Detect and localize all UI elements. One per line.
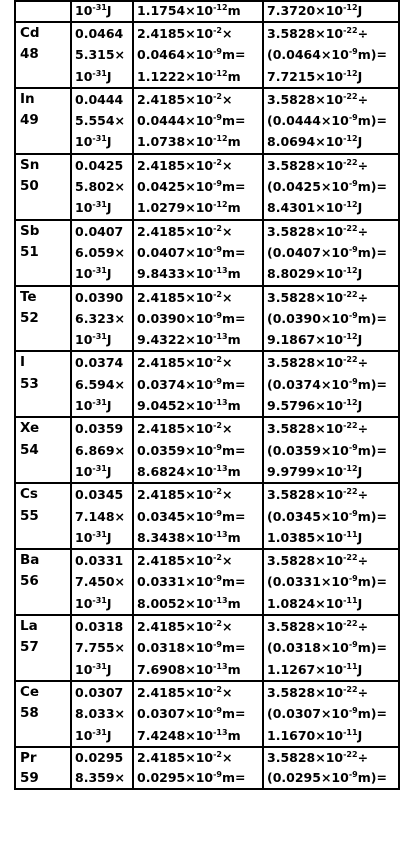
cell-line: $3.5828\times 10^{-22}\div$ — [267, 289, 369, 305]
cell-line: $(0.0359\times 10^{-9}m)=$ — [267, 442, 387, 458]
cell-line: $(0.0374\times 10^{-9}m)=$ — [267, 376, 387, 392]
radius-cell — [71, 483, 133, 549]
energy-calc-cell — [263, 483, 399, 549]
cell-line: 53 — [20, 375, 39, 392]
cell-line: $0.0390\times 10^{-9}m=$ — [137, 310, 246, 326]
table-row — [15, 681, 399, 747]
cell-line: $2.4185\times 10^{-2}\times$ — [137, 487, 233, 503]
cell-line: $10^{-31}J$ — [75, 529, 112, 545]
cell-line: 49 — [20, 112, 39, 129]
radius-cell — [71, 681, 133, 747]
cell-line: $3.5828\times 10^{-22}\div$ — [267, 26, 369, 41]
cell-line: $(0.0318\times 10^{-9}m)=$ — [267, 640, 387, 656]
cell-line: $3.5828\times 10^{-22}\div$ — [267, 355, 369, 371]
cell-line: 57 — [20, 639, 39, 656]
energy-calc-cell — [263, 22, 399, 88]
length-calc-cell — [133, 88, 263, 154]
energy-calc-cell — [263, 154, 399, 220]
length-calc-cell — [133, 286, 263, 352]
cell-line: 7.755× — [75, 640, 126, 656]
radius-cell — [71, 220, 133, 286]
cell-line: $10^{-31}J$ — [75, 463, 112, 479]
energy-calc-cell — [263, 88, 399, 154]
table-row — [15, 483, 399, 549]
cell-line: 0.0464 — [75, 26, 124, 41]
cell-line — [16, 593, 70, 614]
cell-line: $8.3438\times 10^{-13}m$ — [137, 529, 241, 545]
radius-cell — [71, 286, 133, 352]
cell-line: 6.323× — [75, 310, 126, 326]
cell-line: Sb — [20, 222, 40, 239]
cell-line: 0.0390 — [75, 289, 124, 305]
cell-line: $10^{-31}J$ — [75, 134, 112, 150]
cell-line: 58 — [20, 705, 39, 722]
cell-line: $0.0318\times 10^{-9}m=$ — [137, 640, 246, 656]
radius-cell — [71, 1, 133, 22]
cell-line: 51 — [20, 243, 39, 260]
cell-line: $3.5828\times 10^{-22}\div$ — [267, 157, 369, 173]
cell-line: $1.1754\times 10^{-12}m$ — [137, 3, 241, 18]
cell-line: $(0.0464\times 10^{-9}m)=$ — [267, 47, 387, 63]
cell-line: 8.033× — [75, 706, 126, 722]
cell-line: $2.4185\times 10^{-2}\times$ — [137, 26, 233, 41]
element-cell — [15, 22, 71, 88]
cell-line: $1.0824\times 10^{-11}J$ — [267, 595, 363, 611]
radius-cell — [71, 88, 133, 154]
cell-line: 0.0425 — [75, 157, 124, 173]
element-cell — [15, 1, 71, 22]
cell-line: 6.869× — [75, 442, 126, 458]
cell-line: $10^{-31}J$ — [75, 595, 112, 611]
energy-calc-cell — [263, 1, 399, 22]
cell-line: $9.5796\times 10^{-12}J$ — [267, 398, 363, 414]
cell-line: Ba — [20, 552, 40, 569]
cell-line: $(0.0425\times 10^{-9}m)=$ — [267, 179, 387, 195]
cell-line: $0.0331\times 10^{-9}m=$ — [137, 574, 246, 590]
element-cell — [15, 417, 71, 483]
cell-line: $0.0374\times 10^{-9}m=$ — [137, 376, 246, 392]
table-row — [15, 286, 399, 352]
cell-line: $9.1867\times 10^{-12}J$ — [267, 332, 363, 348]
energy-calc-cell — [263, 681, 399, 747]
cell-line — [16, 197, 70, 218]
cell-line: 0.0331 — [75, 553, 124, 569]
cell-line: $8.0694\times 10^{-12}J$ — [267, 134, 363, 150]
cell-line: $2.4185\times 10^{-2}\times$ — [137, 619, 233, 635]
cell-line: $1.0738\times 10^{-12}m$ — [137, 134, 241, 150]
element-cell — [15, 351, 71, 417]
cell-line: 59 — [20, 769, 39, 786]
radius-cell — [71, 549, 133, 615]
cell-line: 0.0295 — [75, 749, 124, 765]
table-row — [15, 22, 399, 88]
length-calc-cell — [133, 549, 263, 615]
cell-line: $0.0295\times 10^{-9}m=$ — [137, 769, 246, 785]
cell-line: 54 — [20, 441, 39, 458]
cell-line: Cd — [20, 25, 40, 41]
cell-line: $(0.0295\times 10^{-9}m)=$ — [267, 769, 387, 785]
cell-line: 56 — [20, 573, 39, 590]
element-cell — [15, 549, 71, 615]
cell-line: $(0.0444\times 10^{-9}m)=$ — [267, 113, 387, 129]
cell-line — [16, 131, 70, 152]
cell-line: $8.4301\times 10^{-12}J$ — [267, 200, 363, 216]
energy-calc-cell — [263, 286, 399, 352]
cell-line: $1.0385\times 10^{-11}J$ — [267, 529, 363, 545]
cell-line: $2.4185\times 10^{-2}\times$ — [137, 289, 233, 305]
cell-line: $10^{-31}J$ — [75, 200, 112, 216]
cell-line: $10^{-31}J$ — [75, 3, 112, 18]
cell-line: $3.5828\times 10^{-22}\div$ — [267, 749, 369, 765]
cell-line: $8.0052\times 10^{-13}m$ — [137, 595, 241, 611]
cell-line: $3.5828\times 10^{-22}\div$ — [267, 553, 369, 569]
cell-line: $10^{-31}J$ — [75, 661, 112, 677]
length-calc-cell — [133, 351, 263, 417]
cell-line: $0.0444\times 10^{-9}m=$ — [137, 113, 246, 129]
cell-line: $2.4185\times 10^{-2}\times$ — [137, 421, 233, 437]
cell-line: $7.3720\times 10^{-12}J$ — [267, 3, 363, 18]
cell-line — [16, 2, 70, 21]
cell-line: In — [20, 90, 35, 107]
cell-line — [16, 329, 70, 350]
cell-line: Ce — [20, 683, 40, 700]
table-row — [15, 220, 399, 286]
cell-line — [16, 395, 70, 416]
cell-line: 5.315× — [75, 47, 126, 63]
cell-line — [16, 263, 70, 284]
cell-line: $(0.0331\times 10^{-9}m)=$ — [267, 574, 387, 590]
cell-line: 7.450× — [75, 574, 126, 590]
cell-line: 0.0407 — [75, 223, 124, 239]
cell-line: 0.0307 — [75, 684, 124, 700]
cell-line: 55 — [20, 507, 39, 524]
cell-line: $2.4185\times 10^{-2}\times$ — [137, 157, 233, 173]
cell-line: $(0.0390\times 10^{-9}m)=$ — [267, 310, 387, 326]
element-cell — [15, 681, 71, 747]
cell-line: $1.1222\times 10^{-12}m$ — [137, 68, 241, 84]
length-calc-cell — [133, 154, 263, 220]
radius-cell — [71, 154, 133, 220]
cell-line: Te — [20, 288, 37, 305]
cell-line: $(0.0307\times 10^{-9}m)=$ — [267, 706, 387, 722]
cell-line: $9.4322\times 10^{-13}m$ — [137, 332, 241, 348]
length-calc-cell — [133, 1, 263, 22]
cell-line: $1.0279\times 10^{-12}m$ — [137, 200, 241, 216]
table-row — [15, 1, 399, 22]
cell-line: $10^{-31}J$ — [75, 332, 112, 348]
cell-line: $1.1670\times 10^{-11}J$ — [267, 727, 363, 743]
cell-line: $10^{-31}J$ — [75, 398, 112, 414]
element-cell — [15, 88, 71, 154]
cell-line: $0.0359\times 10^{-9}m=$ — [137, 442, 246, 458]
radius-cell — [71, 747, 133, 789]
cell-line: Sn — [20, 156, 40, 173]
element-cell — [15, 483, 71, 549]
cell-line: 0.0318 — [75, 619, 124, 635]
cell-line: $(0.0345\times 10^{-9}m)=$ — [267, 508, 387, 524]
cell-line: $3.5828\times 10^{-22}\div$ — [267, 91, 369, 107]
cell-line: 0.0345 — [75, 487, 124, 503]
cell-line: $0.0464\times 10^{-9}m=$ — [137, 47, 246, 63]
cell-line: 0.0359 — [75, 421, 124, 437]
table-row — [15, 88, 399, 154]
element-cell — [15, 154, 71, 220]
cell-line: $7.4248\times 10^{-13}m$ — [137, 727, 241, 743]
cell-line: 0.0374 — [75, 355, 124, 371]
table-row — [15, 615, 399, 681]
cell-line: Pr — [20, 749, 37, 766]
data-table — [14, 0, 400, 790]
cell-line: $2.4185\times 10^{-2}\times$ — [137, 355, 233, 371]
energy-calc-cell — [263, 549, 399, 615]
cell-line: $10^{-31}J$ — [75, 68, 112, 84]
cell-line: $3.5828\times 10^{-22}\div$ — [267, 684, 369, 700]
cell-line: $3.5828\times 10^{-22}\div$ — [267, 421, 369, 437]
cell-line: $(0.0407\times 10^{-9}m)=$ — [267, 244, 387, 260]
table-body — [15, 1, 399, 789]
cell-line: $7.6908\times 10^{-13}m$ — [137, 661, 241, 677]
element-cell — [15, 747, 71, 789]
energy-calc-cell — [263, 220, 399, 286]
cell-line: 5.554× — [75, 113, 126, 129]
cell-line: 52 — [20, 309, 39, 326]
cell-line: 7.148× — [75, 508, 126, 524]
element-cell — [15, 615, 71, 681]
length-calc-cell — [133, 747, 263, 789]
cell-line: $9.9799\times 10^{-12}J$ — [267, 463, 363, 479]
cell-line: 50 — [20, 178, 39, 195]
cell-line: $7.7215\times 10^{-12}J$ — [267, 68, 363, 84]
length-calc-cell — [133, 220, 263, 286]
cell-line: $3.5828\times 10^{-22}\div$ — [267, 487, 369, 503]
element-cell — [15, 286, 71, 352]
cell-line: Cs — [20, 486, 38, 503]
cell-line: $2.4185\times 10^{-2}\times$ — [137, 91, 233, 107]
table-row — [15, 747, 399, 789]
cell-line: 6.594× — [75, 376, 126, 392]
cell-line — [16, 66, 70, 87]
radius-cell — [71, 351, 133, 417]
cell-line: $0.0407\times 10^{-9}m=$ — [137, 244, 246, 260]
cell-line: 8.359× — [75, 769, 126, 785]
energy-calc-cell — [263, 351, 399, 417]
cell-line: La — [20, 618, 38, 635]
cell-line — [16, 725, 70, 746]
cell-line: $1.1267\times 10^{-11}J$ — [267, 661, 363, 677]
cell-line: $10^{-31}J$ — [75, 266, 112, 282]
cell-line: $8.8029\times 10^{-12}J$ — [267, 266, 363, 282]
cell-line — [16, 461, 70, 482]
cell-line — [16, 527, 70, 548]
length-calc-cell — [133, 615, 263, 681]
cell-line: $3.5828\times 10^{-22}\div$ — [267, 223, 369, 239]
cell-line: 48 — [20, 46, 39, 63]
radius-cell — [71, 615, 133, 681]
cell-line: I — [20, 354, 26, 371]
length-calc-cell — [133, 417, 263, 483]
cell-line: $2.4185\times 10^{-2}\times$ — [137, 223, 233, 239]
energy-calc-cell — [263, 747, 399, 789]
cell-line — [16, 659, 70, 680]
cell-line: $3.5828\times 10^{-22}\div$ — [267, 619, 369, 635]
cell-line: Xe — [20, 420, 40, 437]
cell-line: 0.0444 — [75, 91, 124, 107]
element-cell — [15, 220, 71, 286]
cell-line: $2.4185\times 10^{-2}\times$ — [137, 749, 233, 765]
table-row — [15, 154, 399, 220]
length-calc-cell — [133, 681, 263, 747]
cell-line: $2.4185\times 10^{-2}\times$ — [137, 684, 233, 700]
energy-calc-cell — [263, 417, 399, 483]
cell-line: $0.0307\times 10^{-9}m=$ — [137, 706, 246, 722]
cell-line: $0.0425\times 10^{-9}m=$ — [137, 179, 246, 195]
table-row — [15, 417, 399, 483]
cell-line: $9.0452\times 10^{-13}m$ — [137, 398, 241, 414]
length-calc-cell — [133, 483, 263, 549]
table-row — [15, 351, 399, 417]
radius-cell — [71, 417, 133, 483]
table-row — [15, 549, 399, 615]
cell-line: $9.8433\times 10^{-13}m$ — [137, 266, 241, 282]
cell-line: 5.802× — [75, 179, 126, 195]
cell-line: 6.059× — [75, 244, 126, 260]
cell-line: $10^{-31}J$ — [75, 727, 112, 743]
energy-calc-cell — [263, 615, 399, 681]
cell-line: $8.6824\times 10^{-13}m$ — [137, 463, 241, 479]
cell-line: $2.4185\times 10^{-2}\times$ — [137, 553, 233, 569]
radius-cell — [71, 22, 133, 88]
cell-line: $0.0345\times 10^{-9}m=$ — [137, 508, 246, 524]
length-calc-cell — [133, 22, 263, 88]
